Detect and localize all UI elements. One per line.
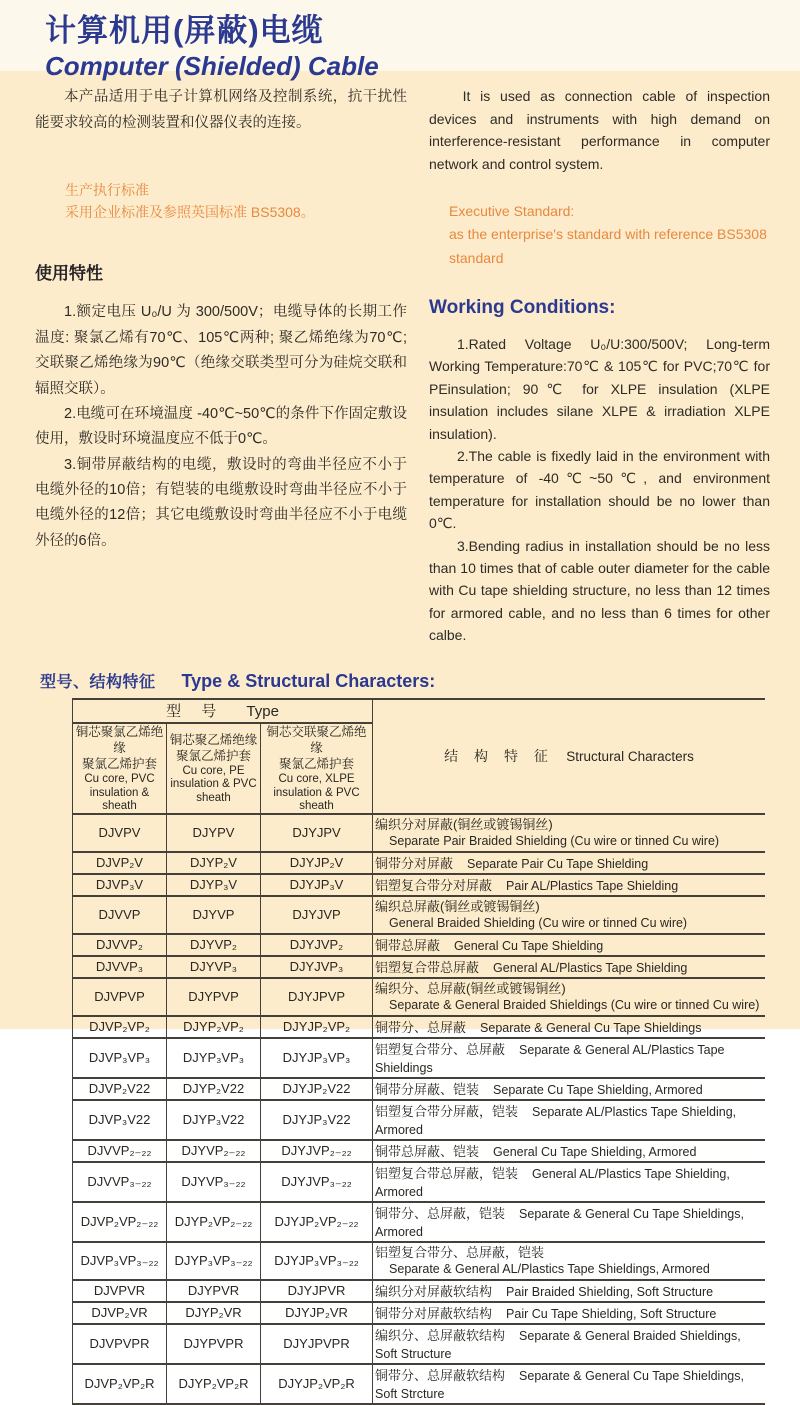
structure-desc-zh: 铝塑复合带总屏蔽，铠装 [375,1165,519,1181]
table-row [73,1016,766,1038]
table-row [73,1280,766,1302]
structure-desc-en: Pair Braided Shielding, Soft Structure [506,1284,714,1299]
table-row [73,896,766,934]
column-header-pe-zh1: 铜芯聚乙烯绝缘 [169,732,258,747]
cable-type-code: DJYP₂VR [167,1302,261,1324]
structure-desc-zh: 铜带分屏蔽、铠装 [375,1081,480,1097]
intro-paragraph-en: It is used as connection cable of inspection devices and instruments with high demand on interference-resistant performance in computer network and control system. [429,88,770,173]
cable-type-code: DJYJP₂V22 [261,1078,373,1100]
usage-item-zh-2: 2.电缆可在环境温度 -40℃~50℃的条件下作固定敷设使用，敷设时环境温度应不低于0℃。 [35,405,407,448]
cable-type-code: DJYJPV [261,814,373,852]
intro-paragraph-zh: 本产品适用于电子计算机网络及控制系统，抗干扰性能要求较高的检测装置和仪器仪表的连接。 [35,89,407,131]
cable-type-code: DJYPVPR [167,1324,261,1364]
table-row [73,1162,766,1202]
cable-type-code: DJYJPVP [261,978,373,1016]
executive-standard-zh-body: 采用企业标准及参照英国标准 BS5308。 [65,203,315,220]
executive-standard-zh-title: 生产执行标准 [65,181,149,198]
cable-type-code: DJVP₃VP₃ [73,1038,167,1078]
structural-characters-cell [373,1242,765,1280]
cable-type-code: DJYJP₂VP₂ [261,1016,373,1038]
column-header-xlpe-zh1: 铜芯交联聚乙烯绝缘 [266,724,367,755]
cable-type-code: DJYVP₃ [167,956,261,978]
cable-type-code: DJYJVP [261,896,373,934]
usage-items-zh [35,300,407,554]
structural-characters-header-zh: 结 构 特 征 [444,748,554,765]
working-conditions-item-2: 2.The cable is fixedly laid in the environment with temperature of -40℃~50℃, and environment temperature for installation should be no lower than 0℃. [429,448,770,532]
structural-characters-header-en: Structural Characters [566,749,694,765]
working-conditions-item-1: 1.Rated Voltage U₀/U:300/500V; Long-term Working Temperature:70℃ & 105℃ for PVC;70℃ for PEinsulation; 90℃ for XLPE insulation (XLPE insulation includes silane XLPE & irradiation XLPE insulation). [429,336,770,442]
structural-characters-cell [373,814,765,852]
table-row [73,1100,766,1140]
structural-characters-cell [373,896,765,934]
structure-desc-en: Pair AL/Plastics Tape Shielding [506,878,679,893]
table-row [73,934,766,956]
structural-characters-cell [373,1140,765,1162]
cable-type-code: DJVP₃V [73,874,167,896]
cable-type-code: DJYP₃VP₃₋₂₂ [167,1242,261,1280]
column-header-pvc [73,723,167,814]
cable-type-code: DJVVP₃ [73,956,167,978]
structure-desc-en: General Braided Shielding (Cu wire or tinned Cu wire) [389,916,688,931]
structure-desc-zh: 铜带分、总屏蔽，铠装 [375,1205,506,1221]
structure-desc-zh: 铜带总屏蔽、铠装 [375,1143,480,1159]
cable-type-code: DJYJP₃V22 [261,1100,373,1140]
column-header-pvc-zh1: 铜芯聚氯乙烯绝缘 [75,724,164,755]
table-heading-en: Type & Structural Characters: [181,670,436,691]
cable-type-code: DJYJP₂VR [261,1302,373,1324]
page-title-en: Computer (Shielded) Cable [45,51,379,82]
table-heading-zh: 型号、结构特征 [40,673,156,691]
masthead [0,0,800,82]
structural-characters-cell [373,1324,765,1364]
structure-desc-en: General Cu Tape Shielding [454,938,604,953]
usage-heading-zh: 使用特性 [35,264,103,284]
cable-type-code: DJYVP₃₋₂₂ [167,1162,261,1202]
structure-desc-zh: 铜带分、总屏蔽 [375,1019,467,1035]
structural-characters-cell [373,978,765,1016]
cable-type-code: DJYJVP₂₋₂₂ [261,1140,373,1162]
structure-desc-zh: 铝塑复合带分、总屏蔽 [375,1041,506,1057]
cable-type-code: DJYJVP₃ [261,956,373,978]
structure-desc-zh: 铝塑复合带总屏蔽 [375,959,480,975]
right-column [429,85,770,647]
structural-characters-cell [373,1100,765,1140]
cable-type-code: DJYJP₃V [261,874,373,896]
structure-desc-zh: 编织分、总屏蔽软结构 [375,1327,506,1343]
structure-desc-en: Separate Pair Braided Shielding (Cu wire or tinned Cu wire) [389,834,720,849]
cable-type-code: DJVVP [73,896,167,934]
working-conditions-items [429,333,770,646]
cable-type-code: DJYPVP [167,978,261,1016]
cable-type-code: DJVP₂VR [73,1302,167,1324]
structural-characters-header-cell [373,699,765,814]
structure-desc-zh: 铝塑复合带分对屏蔽 [375,877,493,893]
cable-type-code: DJYVP [167,896,261,934]
structure-desc-en: Separate AL/Plastics Tape Shielding, Armored [375,1104,737,1137]
column-header-pe-en: Cu core, PE insulation & PVC sheath [170,765,257,804]
structure-desc-zh: 编织分对屏蔽(铜丝或镀锡铜丝) [375,817,553,833]
structure-desc-en: Separate & General Cu Tape Shieldings [480,1020,702,1035]
cable-type-code: DJYP₂V22 [167,1078,261,1100]
cable-type-code: DJYJPVPR [261,1324,373,1364]
table-body [73,814,766,1404]
table-row [73,1302,766,1324]
cable-type-code: DJVP₃VP₃₋₂₂ [73,1242,167,1280]
structural-characters-cell [373,956,765,978]
structural-characters-cell [373,1280,765,1302]
structural-characters-cell [373,1202,765,1242]
page-title-zh: 计算机用(屏蔽)电缆 [45,13,324,48]
table-row [73,874,766,896]
structure-desc-en: Separate & General AL/Plastics Tape Shieldings, Armored [389,1262,710,1277]
cable-type-code: DJVP₂VP₂ [73,1016,167,1038]
type-header-zh: 型 号 [166,703,225,721]
cable-type-code: DJYP₃V [167,874,261,896]
table-row [73,1140,766,1162]
cable-type-code: DJYP₂VP₂ [167,1016,261,1038]
structure-desc-zh: 铝塑复合带分屏蔽，铠装 [375,1103,519,1119]
structure-desc-zh: 编织总屏蔽(铜丝或镀锡铜丝) [375,899,540,915]
structural-characters-cell [373,1162,765,1202]
executive-standard-en-body: as the enterprise's standard with reference BS5308 standard [449,226,767,267]
column-header-pe [167,723,261,814]
table-row [73,1364,766,1404]
table-row [73,1038,766,1078]
cable-type-code: DJYJP₂VP₂R [261,1364,373,1404]
cable-type-code: DJVP₂V22 [73,1078,167,1100]
cable-type-code: DJYJPVR [261,1280,373,1302]
cable-type-code: DJYVP₂₋₂₂ [167,1140,261,1162]
structure-desc-en: General Cu Tape Shielding, Armored [493,1144,697,1159]
working-conditions-heading: Working Conditions: [429,297,616,319]
structure-desc-en: Separate & General Braided Shieldings (Cu wire or tinned Cu wire) [389,998,760,1013]
cable-type-code: DJYJP₂VP₂₋₂₂ [261,1202,373,1242]
cable-type-code: DJYVP₂ [167,934,261,956]
table-row [73,814,766,852]
table-row [73,1078,766,1100]
cable-type-code: DJVPVP [73,978,167,1016]
type-header-cell [73,699,373,723]
structure-desc-zh: 铜带总屏蔽 [375,937,441,953]
working-conditions-item-3: 3.Bending radius in installation should be no less than 10 times that of cable outer diameter for the cable with Cu tape shielding structure, no less than 12 times for armored cable, and no less than 6 times for other calbe. [429,537,770,644]
cable-type-code: DJVP₂V [73,852,167,874]
cable-type-code: DJYPV [167,814,261,852]
structure-desc-en: Pair Cu Tape Shielding, Soft Structure [506,1306,717,1321]
cable-type-code: DJYP₃VP₃ [167,1038,261,1078]
cable-type-code: DJVVP₃₋₂₂ [73,1162,167,1202]
cable-type-code: DJYP₃V22 [167,1100,261,1140]
cable-type-code: DJYP₂V [167,852,261,874]
structure-desc-en: General AL/Plastics Tape Shielding, Armored [375,1166,730,1199]
cable-type-code: DJYJP₃VP₃ [261,1038,373,1078]
table-row [73,1324,766,1364]
executive-standard-en [449,200,770,271]
structure-desc-en: Separate & General AL/Plastics Tape Shieldings [375,1042,725,1075]
structure-desc-en: Separate & General Cu Tape Shieldings, Soft Strcture [375,1368,744,1401]
structure-desc-zh: 铜带分对屏蔽软结构 [375,1305,493,1321]
structure-desc-zh: 编织分、总屏蔽(铜丝或镀锡铜丝) [375,981,566,997]
column-header-xlpe-en: Cu core, XLPE insulation & PVC sheath [273,773,360,812]
structural-characters-cell [373,1016,765,1038]
structure-desc-en: Separate & General Cu Tape Shieldings, Armored [375,1206,744,1239]
cable-type-code: DJYJVP₂ [261,934,373,956]
structure-desc-en: Separate Pair Cu Tape Shielding [467,856,649,871]
usage-item-zh-3: 3.铜带屏蔽结构的电缆，敷设时的弯曲半径应不小于电缆外径的10倍；有铠装的电缆敷设时弯曲半径应不小于电缆外径的12倍；其它电缆敷设时弯曲半径应不小于电缆外径的6倍。 [35,456,407,549]
structure-desc-zh: 铝塑复合带分、总屏蔽，铠装 [375,1245,545,1261]
structure-desc-en: General AL/Plastics Tape Shielding [493,960,688,975]
table-row [73,1242,766,1280]
cable-type-code: DJVPVR [73,1280,167,1302]
structural-characters-cell [373,1364,765,1404]
column-header-xlpe-zh2: 聚氯乙烯护套 [279,757,355,772]
structural-characters-cell [373,1302,765,1324]
structure-desc-en: Separate Cu Tape Shielding, Armored [493,1082,703,1097]
cable-type-code: DJVP₂VP₂₋₂₂ [73,1202,167,1242]
table-header-row-type [73,699,766,723]
cable-type-code: DJVPV [73,814,167,852]
left-column [35,85,407,647]
structure-desc-zh: 铜带分对屏蔽 [375,855,454,871]
structural-characters-cell [373,934,765,956]
column-header-pvc-zh2: 聚氯乙烯护套 [81,757,157,772]
executive-standard-zh [65,179,407,224]
structural-characters-cell [373,1078,765,1100]
structure-desc-zh: 编织分对屏蔽软结构 [375,1283,493,1299]
table-section-heading [40,669,770,692]
cable-type-code: DJVPVPR [73,1324,167,1364]
table-row [73,852,766,874]
intro-usage-columns [35,85,770,647]
structural-characters-cell [373,1038,765,1078]
table-row [73,978,766,1016]
executive-standard-en-title: Executive Standard: [449,202,575,219]
cable-type-code: DJYP₂VP₂R [167,1364,261,1404]
structural-characters-cell [373,852,765,874]
structure-desc-zh: 铜带分、总屏蔽软结构 [375,1367,506,1383]
cable-type-code: DJYJVP₃₋₂₂ [261,1162,373,1202]
cable-type-code: DJYPVR [167,1280,261,1302]
cable-type-code: DJVP₂VP₂R [73,1364,167,1404]
cable-type-code: DJYP₂VP₂₋₂₂ [167,1202,261,1242]
usage-item-zh-1: 1.额定电压 U₀/U 为 300/500V；电缆导体的长期工作温度: 聚氯乙烯有70℃、105℃两种; 聚乙烯绝缘为70℃; 交联聚乙烯绝缘为90℃（绝缘交联类型可分为硅烷交联和辐照交联）。 [35,304,407,397]
type-structure-table [72,698,765,1405]
cable-type-code: DJVVP₂ [73,934,167,956]
cable-type-code: DJVVP₂₋₂₂ [73,1140,167,1162]
table-row [73,956,766,978]
cable-type-code: DJYJP₃VP₃₋₂₂ [261,1242,373,1280]
cable-type-code: DJYJP₂V [261,852,373,874]
column-header-pe-zh2: 聚氯乙烯护套 [175,748,251,763]
cable-type-code: DJVP₃V22 [73,1100,167,1140]
column-header-pvc-en: Cu core, PVC insulation & sheath [84,773,155,812]
content-area [0,71,800,1405]
column-header-xlpe [261,723,373,814]
structure-desc-en: Separate & General Braided Shieldings, Soft Structure [375,1328,741,1361]
table-row [73,1202,766,1242]
structural-characters-cell [373,874,765,896]
type-header-en: Type [246,703,279,721]
